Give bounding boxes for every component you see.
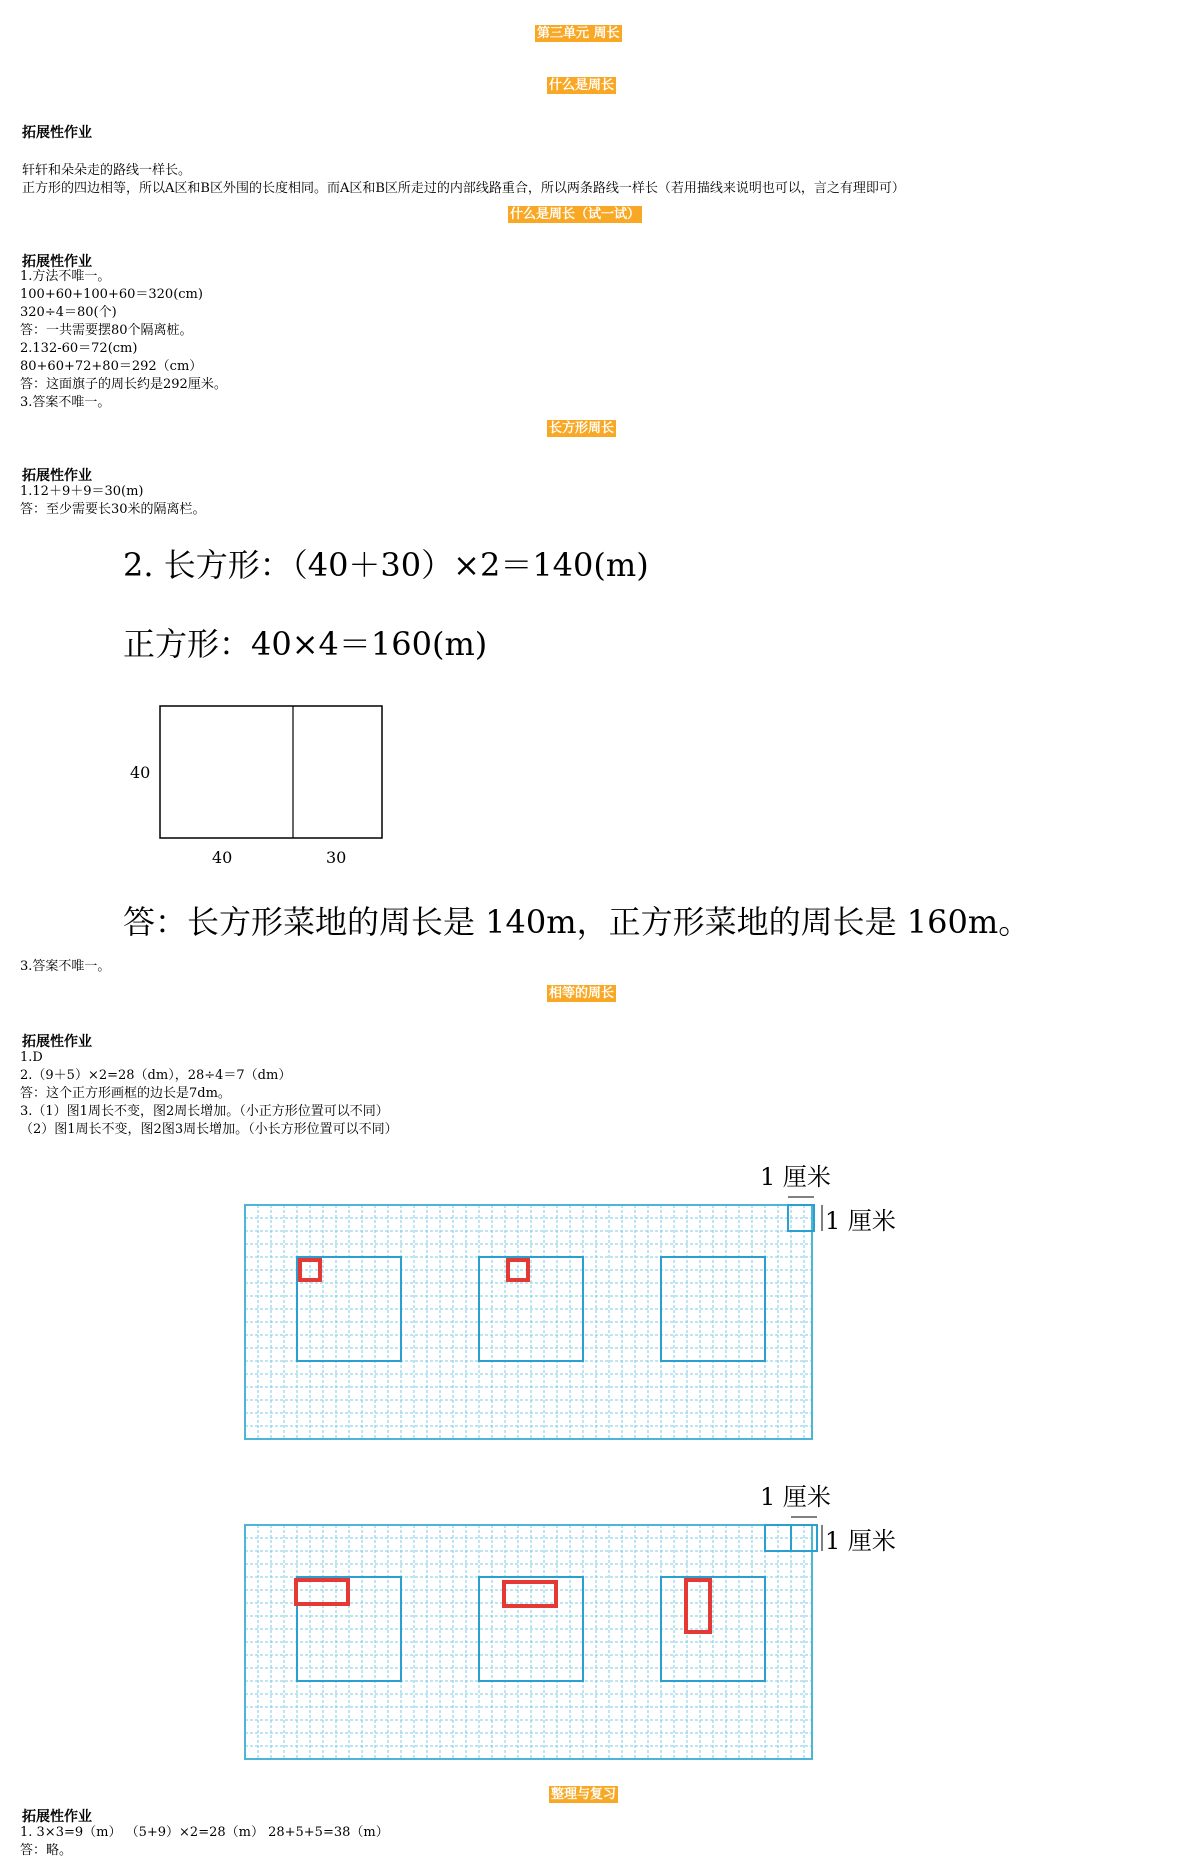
- answer-line: 3.答案不唯一。: [20, 395, 111, 410]
- answer-line: 答：这个正方形画框的边长是7dm。: [20, 1086, 231, 1101]
- unit-label-top: 1 厘米: [760, 1483, 831, 1511]
- final-answer: 答：长方形菜地的周长是 140m，正方形菜地的周长是 160m。: [123, 903, 1031, 941]
- homework-label: 拓展性作业: [22, 468, 92, 484]
- answer-line: 1.12＋9＋9＝30(m): [20, 484, 144, 499]
- answer-line: 320÷4＝80(个): [20, 305, 117, 320]
- section-title-rectangle-perimeter: 长方形周长: [549, 421, 615, 436]
- bottom-label-right: 30: [326, 848, 347, 867]
- answer-line: 1.方法不唯一。: [20, 269, 111, 284]
- answer-line: 100+60+100+60＝320(cm): [20, 287, 203, 302]
- small-red-rect-1: [296, 1580, 348, 1604]
- answer-line: 2.132-60＝72(cm): [20, 341, 138, 356]
- square-formula: 正方形：40×4＝160(m): [123, 625, 488, 663]
- grid-lines: [245, 1525, 812, 1759]
- homework-label: 拓展性作业: [22, 1809, 92, 1825]
- rectangle-formula: 2. 长方形：（40＋30）×2＝140(m): [123, 546, 649, 584]
- answer-line: 80+60+72+80＝292（cm）: [20, 359, 203, 374]
- garden-diagram: [120, 700, 400, 875]
- unit-label-right: 1 厘米: [825, 1207, 896, 1235]
- small-red-rect-2: [504, 1582, 556, 1606]
- answer-line: 答：略。: [20, 1843, 73, 1858]
- answer-line: 1.D: [20, 1050, 43, 1065]
- unit-title: 第三单元 周长: [537, 26, 620, 41]
- bottom-label-left: 40: [212, 848, 233, 867]
- garden-outline: [160, 706, 382, 838]
- answer-line: 正方形的四边相等，所以A区和B区外围的长度相同。而A区和B区所走过的内部线路重合，所以两条路线一样长（若用描线来说明也可以，言之有理即可）: [22, 181, 905, 196]
- answer-line: 2.（9＋5）×2=28（dm），28÷4＝7（dm）: [20, 1068, 292, 1083]
- homework-label: 拓展性作业: [22, 254, 92, 270]
- homework-label: 拓展性作业: [22, 1034, 92, 1050]
- answer-line: 答：这面旗子的周长约是292厘米。: [20, 377, 227, 392]
- grid-figure-2: [240, 1475, 920, 1770]
- unit-label-top: 1 厘米: [760, 1163, 831, 1191]
- unit-label-right: 1 厘米: [825, 1527, 896, 1555]
- answer-line: 轩轩和朵朵走的路线一样长。: [22, 163, 192, 178]
- section-title-try: 什么是周长（试一试）: [510, 207, 641, 222]
- answer-line: 3.答案不唯一。: [20, 959, 111, 974]
- answer-line: 答：一共需要摆80个隔离桩。: [20, 323, 193, 338]
- grid-figure-1: [240, 1155, 920, 1450]
- side-label: 40: [130, 763, 151, 782]
- small-red-rect-3: [686, 1580, 710, 1632]
- grid-lines: [245, 1205, 812, 1439]
- answer-line: 1. 3×3=9（m） （5+9）×2=28（m） 28+5+5=38（m）: [20, 1825, 389, 1840]
- section-title-equal-perimeter: 相等的周长: [549, 986, 615, 1001]
- answer-line: 答：至少需要长30米的隔离栏。: [20, 502, 206, 517]
- answer-line: （2）图1周长不变，图2图3周长增加。（小长方形位置可以不同）: [20, 1122, 398, 1137]
- homework-label: 拓展性作业: [22, 125, 92, 141]
- section-title-what-is-perimeter: 什么是周长: [549, 78, 615, 93]
- section-title-review: 整理与复习: [551, 1787, 617, 1802]
- answer-line: 3.（1）图1周长不变，图2周长增加。（小正方形位置可以不同）: [20, 1104, 389, 1119]
